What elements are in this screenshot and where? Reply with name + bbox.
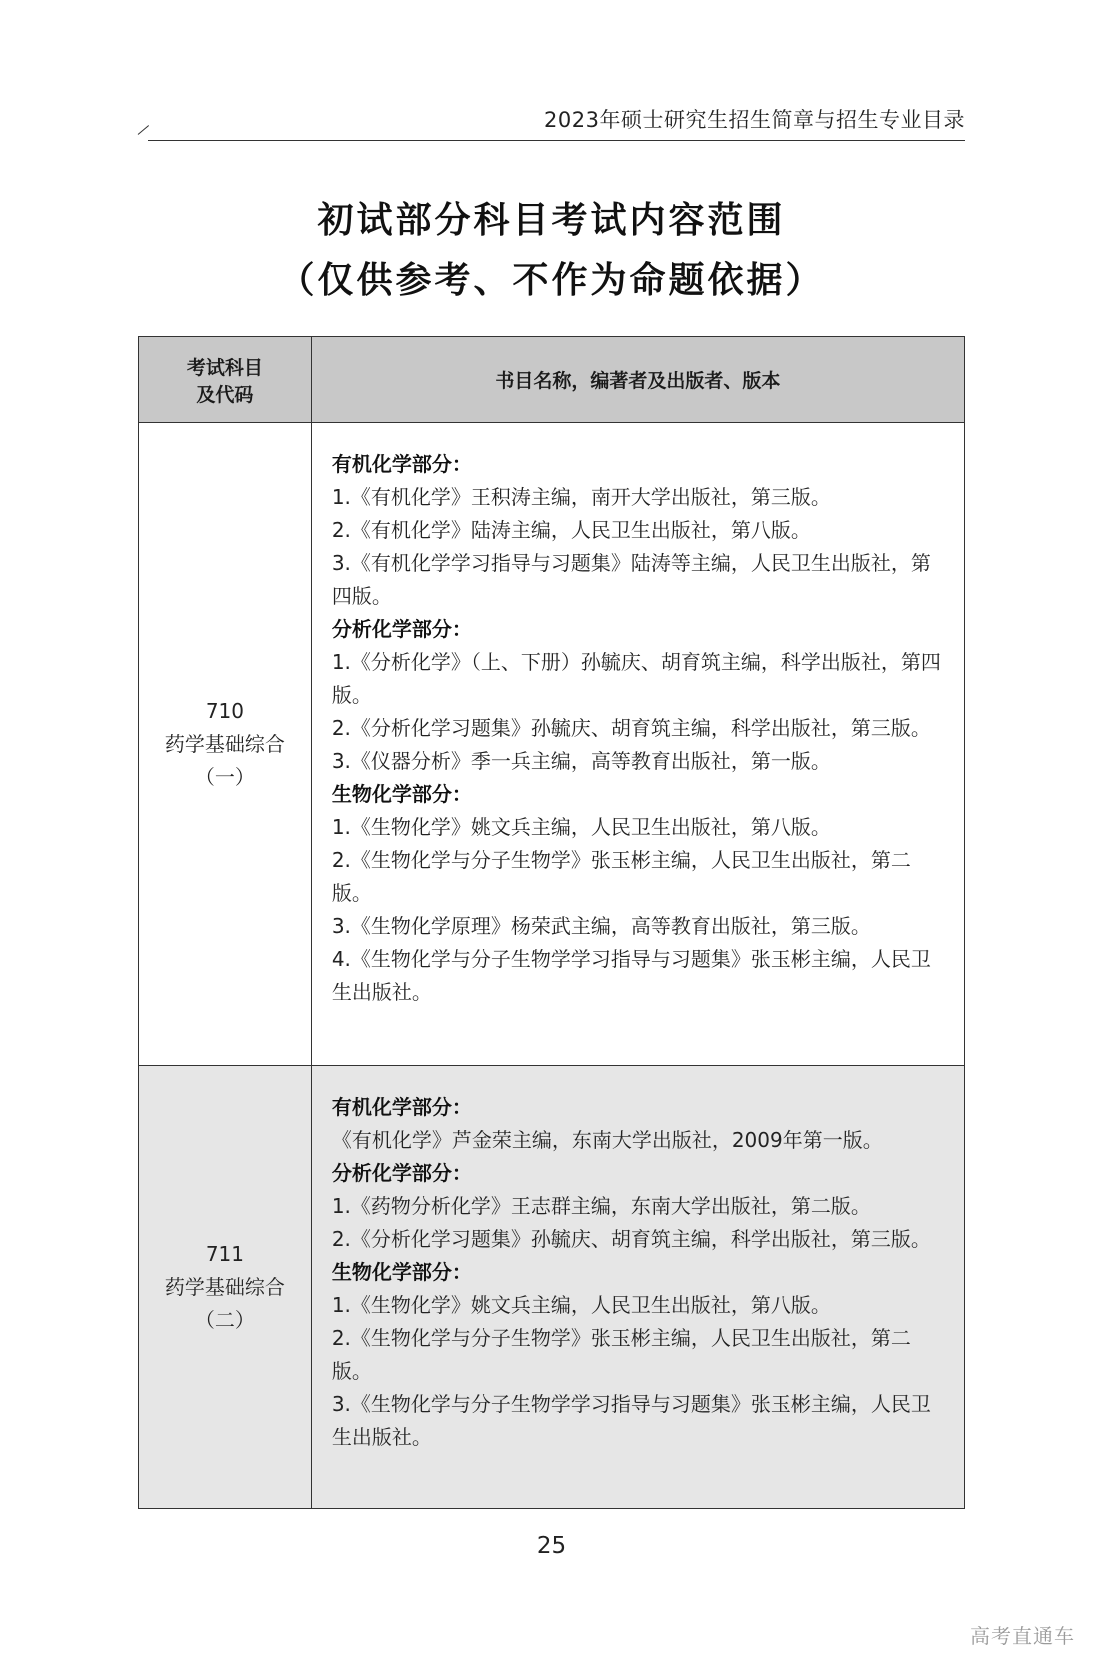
subject-suffix: （一）: [194, 764, 255, 789]
header-rule: [148, 140, 965, 141]
subject-code: 711: [205, 1241, 244, 1266]
book-entry: 1.《有机化学》王积涛主编，南开大学出版社，第三版。: [331, 485, 831, 509]
book-entry: 3.《生物化学原理》杨荣武主编，高等教育出版社，第三版。: [331, 914, 871, 938]
section-heading: 分析化学部分：: [331, 617, 472, 641]
watermark: 高考直通车: [970, 1624, 1075, 1648]
section-heading: 生物化学部分：: [331, 1260, 472, 1284]
page-subtitle: （仅供参考、不作为命题依据）: [278, 259, 825, 301]
header-subject-code-line1: 考试科目: [186, 356, 263, 379]
book-entry: 2.《分析化学习题集》孙毓庆、胡育筑主编，科学出版社，第三版。: [331, 1227, 931, 1251]
book-entry: 4.《生物化学与分子生物学学习指导与习题集》张玉彬主编，人民卫生出版社。: [331, 947, 931, 1004]
table-row: [139, 423, 965, 1066]
subject-code-cell: [139, 1066, 312, 1509]
book-entry: 《有机化学》芦金荣主编，东南大学出版社，2009年第一版。: [331, 1128, 883, 1152]
subject-name: 药学基础综合: [164, 731, 285, 756]
header-subject-code-line2: 及代码: [196, 383, 254, 406]
header-subject-code: [139, 337, 312, 423]
book-list-cell: [311, 423, 964, 1066]
reference-table: [138, 336, 965, 1509]
page-number: 25: [536, 1533, 567, 1559]
table-header-row: [139, 337, 965, 423]
book-entry: 2.《生物化学与分子生物学》张玉彬主编，人民卫生出版社，第二版。: [331, 1326, 911, 1383]
running-header: 2023年硕士研究生招生简章与招生专业目录: [544, 108, 965, 132]
book-entry: 3.《生物化学与分子生物学学习指导与习题集》张玉彬主编，人民卫生出版社。: [331, 1392, 931, 1449]
table-row: [139, 1066, 965, 1509]
book-entry: 2.《生物化学与分子生物学》张玉彬主编，人民卫生出版社，第二版。: [331, 848, 911, 905]
book-entry: 1.《分析化学》（上、下册）孙毓庆、胡育筑主编，科学出版社，第四版。: [331, 650, 941, 707]
page-title: 初试部分科目考试内容范围: [317, 199, 786, 241]
book-entry: 3.《有机化学学习指导与习题集》陆涛等主编，人民卫生出版社，第四版。: [331, 551, 931, 608]
header-corner-mark: [138, 125, 149, 135]
book-entry: 3.《仪器分析》季一兵主编，高等教育出版社，第一版。: [331, 749, 831, 773]
book-entry: 2.《分析化学习题集》孙毓庆、胡育筑主编，科学出版社，第三版。: [331, 716, 931, 740]
section-heading: 有机化学部分：: [331, 1095, 472, 1119]
book-entry: 1.《生物化学》姚文兵主编，人民卫生出版社，第八版。: [331, 1293, 831, 1317]
section-heading: 分析化学部分：: [331, 1161, 472, 1185]
subject-code: 710: [205, 698, 244, 723]
section-heading: 有机化学部分：: [331, 452, 472, 476]
book-list-cell: [311, 1066, 964, 1509]
book-entry: 2.《有机化学》陆涛主编，人民卫生出版社，第八版。: [331, 518, 811, 542]
header-book-info: 书目名称，编著者及出版者、版本: [311, 337, 964, 423]
subject-code-cell: [139, 423, 312, 1066]
book-entry: 1.《生物化学》姚文兵主编，人民卫生出版社，第八版。: [331, 815, 831, 839]
book-entry: 1.《药物分析化学》王志群主编，东南大学出版社，第二版。: [331, 1194, 871, 1218]
subject-suffix: （二）: [194, 1307, 255, 1332]
section-heading: 生物化学部分：: [331, 782, 472, 806]
subject-name: 药学基础综合: [164, 1274, 285, 1299]
